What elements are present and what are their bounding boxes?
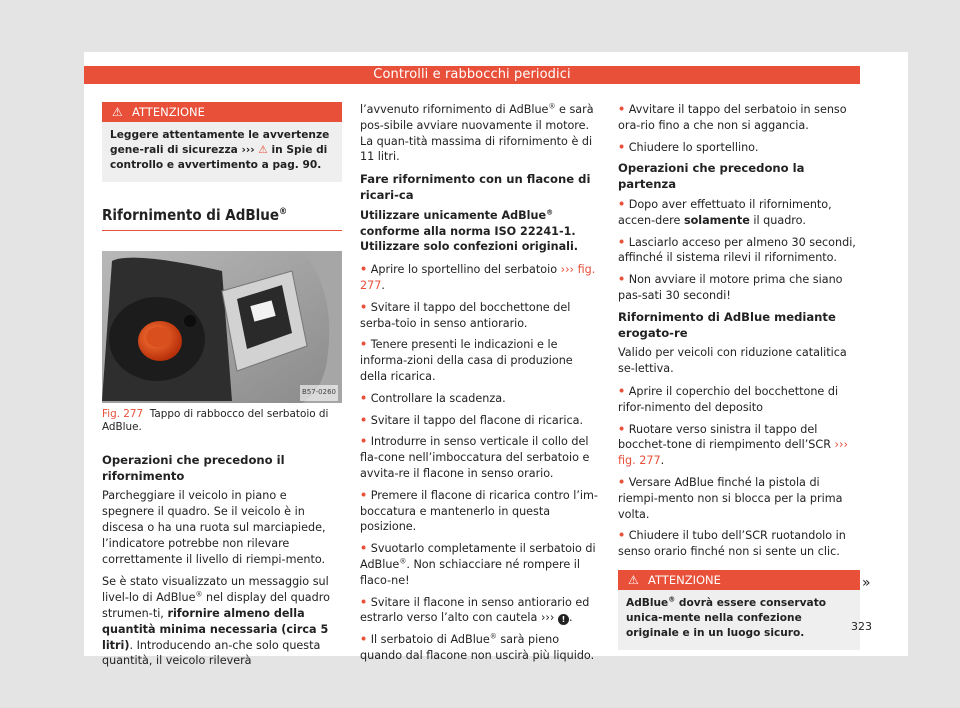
- text: il quadro.: [753, 213, 806, 227]
- text: Svuotarlo completamente il serbatoio di AdBlue: [360, 542, 596, 571]
- list-item: [618, 272, 860, 304]
- list-item: [618, 197, 860, 229]
- registered-mark: ®: [195, 590, 203, 599]
- text: nel display del quadro strumen-ti,: [102, 591, 330, 620]
- text: dovrà essere conservato unica-mente nella confezione originale e in un luogo sicuro.: [626, 596, 827, 639]
- figure-link[interactable]: ››› fig. 277: [618, 438, 848, 468]
- text: Avvitare il tappo del serbatoio in senso ora-rio fino a che non si aggancia.: [618, 103, 847, 132]
- text: Dopo aver effettuato il rifornimento, accen-dere: [618, 197, 832, 227]
- bullet-icon: •: [618, 140, 626, 154]
- bullet-icon: •: [618, 273, 626, 287]
- warning-text: [618, 590, 860, 650]
- figure-label: Fig. 277: [102, 407, 144, 420]
- bullet-icon: •: [618, 235, 626, 249]
- text: Aprire il coperchio del bocchettone di rifor-nimento del deposito: [618, 384, 839, 414]
- list-item: [360, 434, 600, 481]
- text: Aprire lo sportellino del serbatoio: [370, 263, 558, 277]
- bullet-icon: •: [360, 595, 368, 609]
- text: . Introducendo an-che solo questa quantità, il veicolo rileverà: [102, 638, 321, 668]
- subhead-before-departure: Operazioni che precedono la partenza: [618, 161, 805, 192]
- paragraph: Parcheggiare il veicolo in piano e spegnere il quadro. Se il veicolo è in discesa o ha una ruota sul marciapiede, l’indicatore potrebbe non rilevare correttamente il livello di riempi-mento.: [102, 489, 326, 566]
- registered-mark: ®: [668, 595, 676, 604]
- figure-caption: [102, 408, 342, 435]
- bullet-icon: •: [360, 263, 368, 277]
- registered-mark: ®: [548, 102, 556, 111]
- continue-arrow-icon: »: [862, 575, 871, 591]
- text: Svitare il tappo del flacone di ricarica.: [370, 413, 584, 427]
- bullet-icon: •: [618, 384, 626, 398]
- subhead-dispenser-refill: Rifornimento di AdBlue mediante erogato-re: [618, 309, 836, 340]
- text: sarà pieno quando dal flacone non uscirà più liquido.: [360, 633, 595, 662]
- cross-ref-arrows[interactable]: ›››: [241, 144, 255, 156]
- section-title-text: Rifornimento di AdBlue: [102, 206, 280, 224]
- text: AdBlue: [626, 596, 669, 609]
- list-item: [618, 528, 860, 560]
- list-item: [360, 413, 600, 429]
- subhead-bottle-refill: Fare rifornimento con un flacone di ricari-ca: [360, 172, 591, 202]
- column-middle: [360, 102, 600, 670]
- warning-header: [618, 570, 860, 590]
- list-item: [618, 140, 860, 156]
- warning-header: [102, 102, 342, 122]
- list-item: [618, 384, 860, 416]
- text: Se è stato visualizzato un messaggio sul livel-lo di AdBlue: [102, 575, 329, 605]
- bullet-icon: •: [360, 391, 368, 405]
- bullet-icon: •: [360, 338, 368, 352]
- list-item: [360, 595, 600, 627]
- bullet-icon: •: [618, 529, 626, 543]
- list-item: [360, 300, 600, 332]
- bullet-icon: •: [360, 300, 368, 314]
- registered-mark: ®: [489, 632, 497, 641]
- bullet-icon: •: [618, 422, 626, 436]
- text: Premere il flacone di ricarica contro l’im-boccatura e mantenerlo in questa posizione.: [360, 488, 598, 534]
- bullet-icon: •: [618, 475, 626, 489]
- list-item: [360, 391, 600, 407]
- text: Utilizzare unicamente AdBlue: [360, 208, 547, 222]
- bullet-icon: •: [360, 435, 368, 449]
- figure-code: B57-0260: [300, 385, 338, 401]
- emphasis-text: rifornire almeno della quantità minima necessaria (circa 5 litri): [102, 606, 329, 652]
- registered-mark: ®: [279, 207, 288, 217]
- text: Tenere presenti le indicazioni e le informa-zioni della casa di produzione della ricarica.: [360, 338, 573, 383]
- list-item: [360, 337, 600, 384]
- text: Lasciarlo acceso per almeno 30 secondi, affinché il sistema rilevi il rifornimento.: [618, 235, 856, 265]
- list-item: [618, 235, 860, 267]
- text: e sarà pos-sibile avviare nuovamente il motore. La quan-tità massima di rifornimento è di 11 litri.: [360, 103, 594, 164]
- list-item: [360, 541, 600, 588]
- list-item: [618, 475, 860, 522]
- paragraph: [102, 574, 342, 669]
- warning-triangle-icon: ⚠: [112, 105, 123, 119]
- text: . Non schiacciare né rompere il flaco-ne!: [360, 557, 581, 587]
- warning-triangle-icon: ⚠: [628, 572, 639, 587]
- text: Introdurre in senso verticale il collo del fla-cone nell’imboccatura del serbatoio e avvita-re il flacone in senso orario.: [360, 435, 590, 480]
- list-item: [618, 102, 860, 134]
- fuel-cap-illustration: [102, 251, 342, 403]
- text: Svitare il flacone in senso antiorario ed estrarlo verso l’alto con cautela: [360, 595, 590, 625]
- registered-mark: ®: [399, 557, 407, 566]
- text: Versare AdBlue finché la pistola di riempi-mento non si blocca per la prima volta.: [618, 475, 843, 521]
- figure-link[interactable]: ››› fig. 277: [360, 263, 596, 292]
- warning-box: [102, 102, 342, 182]
- text: Non avviare il motore prima che siano pas-sati 30 secondi!: [618, 273, 843, 302]
- bullet-icon: •: [360, 542, 368, 556]
- text: .: [660, 454, 665, 468]
- text: l’avvenuto rifornimento di AdBlue: [360, 103, 549, 116]
- text: Svitare il tappo del bocchettone del serba-toio in senso antiorario.: [360, 300, 571, 330]
- paragraph: Valido per veicoli con riduzione catalitica se-lettiva.: [618, 346, 847, 376]
- bullet-icon: •: [618, 103, 626, 116]
- warning-title: ATTENZIONE: [132, 105, 205, 119]
- bullet-icon: •: [360, 413, 368, 427]
- registered-mark: ®: [546, 208, 554, 217]
- cross-ref-arrows[interactable]: ›››: [540, 611, 555, 625]
- text: Chiudere lo sportellino.: [628, 140, 759, 154]
- warning-title: ATTENZIONE: [648, 572, 721, 587]
- subhead-before-refuel: Operazioni che precedono il rifornimento: [102, 452, 285, 483]
- warning-text-b: in Spie di controllo e avvertimento a pag. 90.: [110, 144, 328, 171]
- warning-triangle-icon: ⚠: [258, 144, 268, 156]
- list-item: [360, 488, 600, 535]
- list-item: [360, 262, 600, 294]
- emphasis-text: solamente: [683, 213, 750, 227]
- page-number: 323: [851, 620, 872, 633]
- bold-instruction: [360, 208, 600, 255]
- text: conforme alla norma ISO 22241-1. Utilizzare solo confezioni originali.: [360, 224, 579, 254]
- text: Il serbatoio di AdBlue: [370, 633, 490, 647]
- warning-box: [618, 570, 860, 650]
- column-right: [618, 102, 860, 650]
- section-title: [102, 208, 342, 231]
- warning-text: [102, 122, 342, 182]
- text: Controllare la scadenza.: [370, 391, 506, 405]
- bullet-icon: •: [360, 633, 368, 647]
- running-header: Controlli e rabbocchi periodici: [84, 66, 860, 84]
- list-item: [618, 422, 860, 469]
- warning-text-a: Leggere attentamente le avvertenze gene-rali di sicurezza: [110, 129, 330, 156]
- list-item: [360, 632, 600, 664]
- text: Ruotare verso sinistra il tappo del bocchet-tone di riempimento dell’SCR: [618, 422, 831, 452]
- text: .: [381, 278, 385, 292]
- bullet-icon: •: [618, 197, 626, 211]
- fuel-cap-photo: [102, 251, 342, 403]
- paragraph: [360, 102, 600, 165]
- column-left: [102, 102, 342, 676]
- figure-caption-text: Tappo di rabbocco del serbatoio di AdBlue.: [102, 407, 329, 434]
- text: .: [568, 611, 573, 625]
- text: Chiudere il tubo dell’SCR ruotandolo in senso orario finché non si sente un clic.: [618, 529, 846, 559]
- info-circle-icon[interactable]: !: [558, 614, 569, 625]
- bullet-icon: •: [360, 488, 368, 502]
